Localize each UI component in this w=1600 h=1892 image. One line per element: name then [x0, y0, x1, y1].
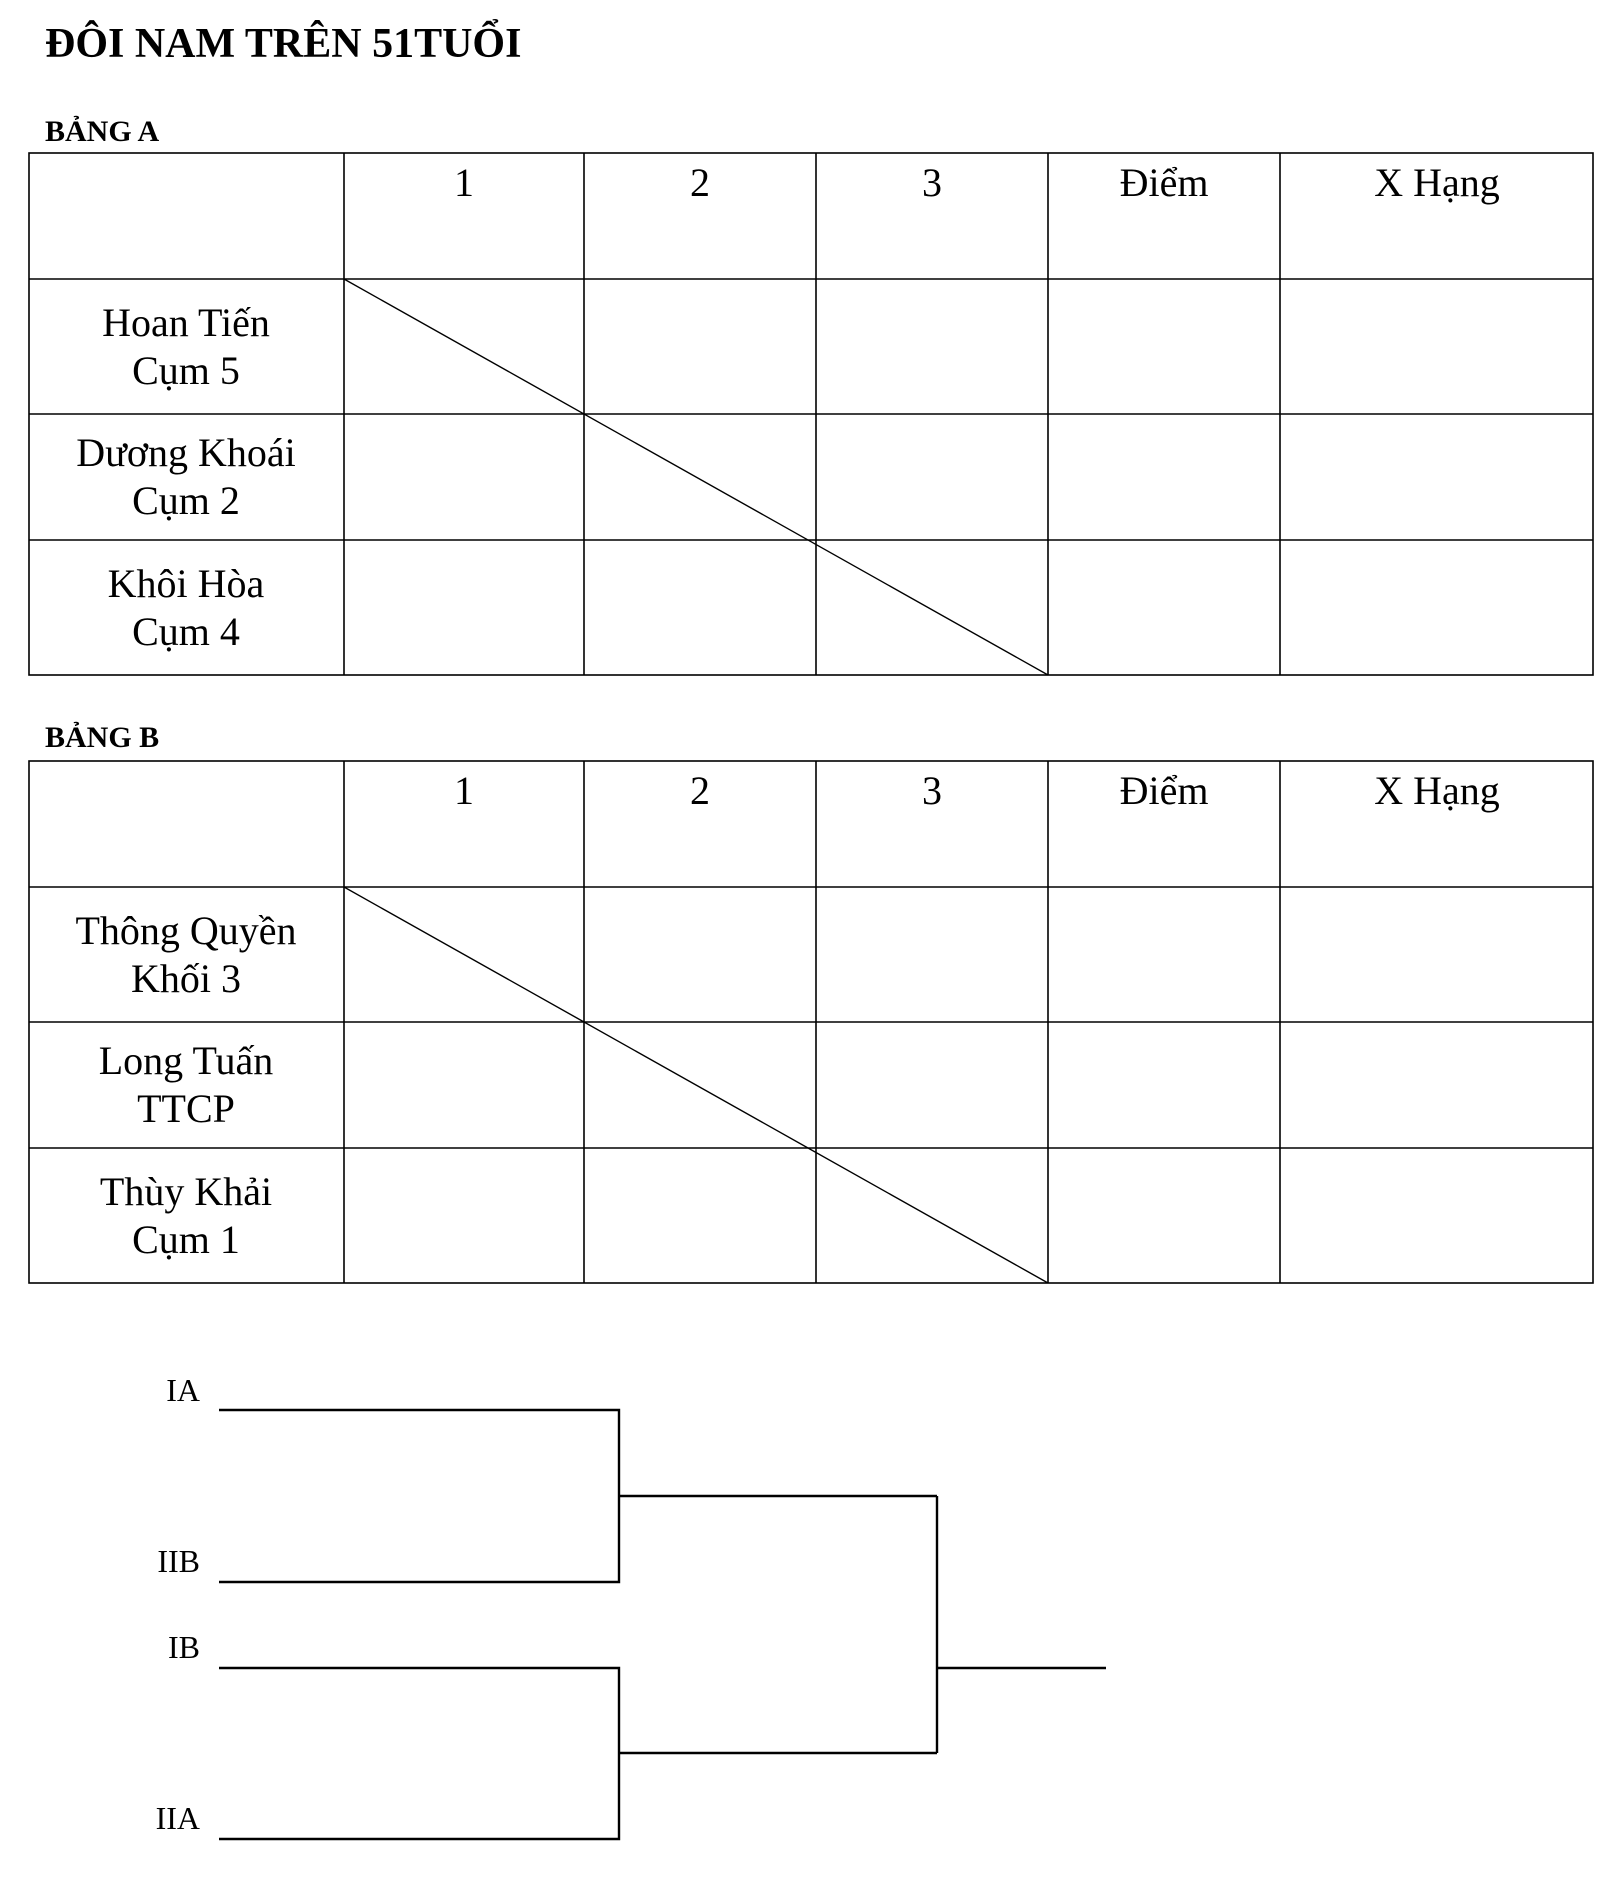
- col-header-2: 2: [690, 160, 710, 205]
- player-unit: Cụm 1: [132, 1217, 240, 1262]
- seed-label-iib: IIB: [157, 1543, 200, 1579]
- col-header-points: Điểm: [1119, 160, 1209, 205]
- bracket-match-1: [219, 1410, 619, 1582]
- col-header-rank: X Hạng: [1374, 160, 1500, 205]
- player-unit: Cụm 4: [132, 609, 240, 654]
- page-title: ĐÔI NAM TRÊN 51TUỔI: [45, 21, 522, 67]
- player-name: Hoan Tiến: [102, 299, 270, 345]
- seed-label-iia: IIA: [155, 1800, 200, 1836]
- player-name: Thùy Khải: [99, 1169, 273, 1214]
- col-header-points: Điểm: [1119, 768, 1209, 813]
- col-header-1: 1: [454, 160, 474, 205]
- player-unit: Khối 3: [131, 955, 241, 1001]
- col-header-3: 3: [922, 768, 942, 813]
- player-name: Thông Quyền: [75, 907, 297, 953]
- player-unit: Cụm 5: [132, 347, 240, 393]
- bracket-match-2: [219, 1668, 619, 1839]
- player-unit: TTCP: [137, 1086, 235, 1131]
- seed-label-ib: IB: [168, 1629, 200, 1665]
- col-header-1: 1: [454, 768, 474, 813]
- seed-label-ia: IA: [166, 1372, 200, 1408]
- group-b-label: BẢNG B: [45, 721, 160, 754]
- group-a-label: BẢNG A: [45, 115, 160, 148]
- col-header-rank: X Hạng: [1374, 768, 1500, 813]
- player-unit: Cụm 2: [132, 478, 240, 523]
- player-name: Dương Khoái: [76, 430, 296, 475]
- player-name: Khôi Hòa: [107, 561, 265, 606]
- col-header-2: 2: [690, 768, 710, 813]
- col-header-3: 3: [922, 160, 942, 205]
- player-name: Long Tuấn: [98, 1038, 274, 1083]
